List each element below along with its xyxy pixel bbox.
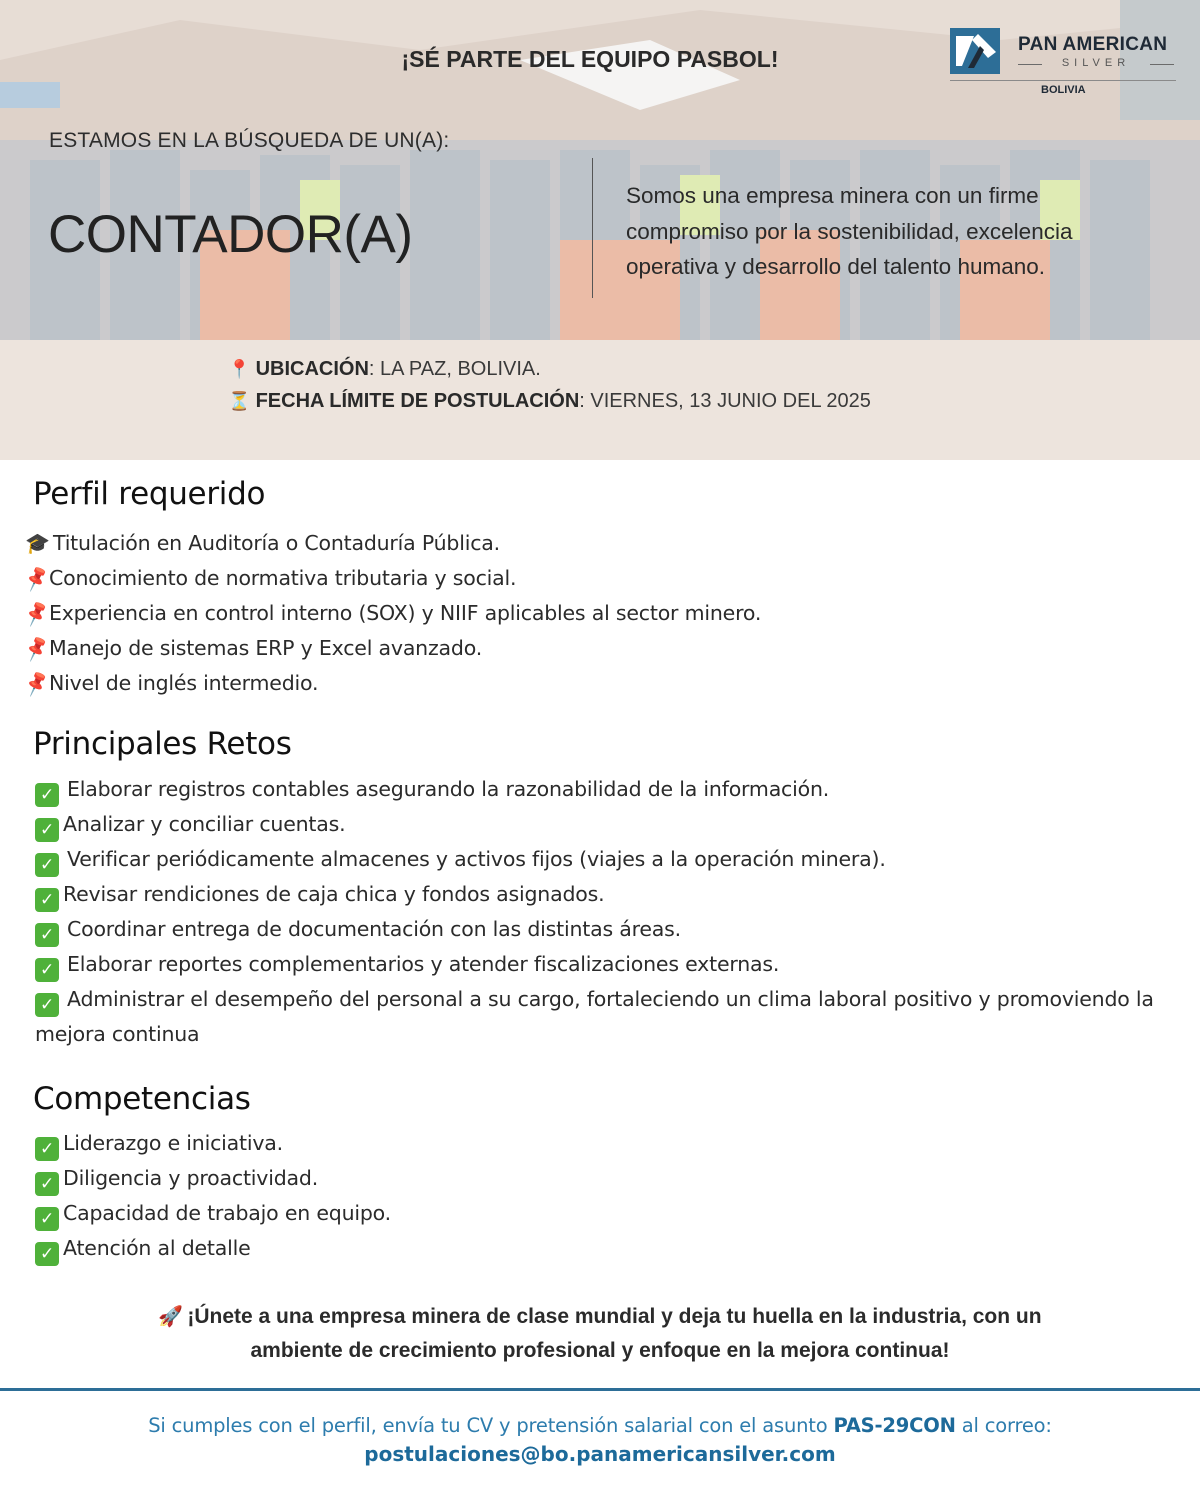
rocket-icon: 🚀	[158, 1306, 184, 1328]
check-icon: ✓	[35, 853, 59, 877]
list-item-text: Elaborar registros contables asegurando la razonabilidad de la información.	[67, 777, 830, 801]
list-item-text: Liderazgo e iniciativa.	[63, 1131, 283, 1155]
list-item-text: Conocimiento de normativa tributaria y social.	[49, 566, 517, 590]
list-item-text: Capacidad de trabajo en equipo.	[63, 1201, 391, 1225]
list-item	[35, 877, 1185, 912]
apply-email-link[interactable]: postulaciones@bo.panamericansilver.com	[364, 1442, 836, 1466]
list-item	[35, 1161, 1185, 1196]
list-item-text: Verificar periódicamente almacenes y activos fijos (viajes a la operación minera).	[67, 847, 886, 871]
check-icon: ✓	[35, 1242, 59, 1266]
check-icon: ✓	[35, 1172, 59, 1196]
list-item	[35, 1126, 1185, 1161]
list-item	[21, 666, 1175, 702]
list-item-text: Atención al detalle	[63, 1236, 251, 1260]
list-item	[21, 631, 1175, 667]
graduation-cap-icon: 🎓	[25, 531, 50, 555]
location-line	[228, 358, 541, 381]
location-label: UBICACIÓN	[255, 358, 369, 380]
search-label: ESTAMOS EN LA BÚSQUEDA DE UN(A):	[49, 129, 450, 152]
list-item-text: Nivel de inglés intermedio.	[49, 671, 319, 695]
company-logo	[950, 28, 1180, 100]
company-description: Somos una empresa minera con un firme compromiso por la sostenibilidad, excelencia operativa y desarrollo del talento humano.	[626, 183, 1073, 279]
list-item-text: Elaborar reportes complementarios y atender fiscalizaciones externas.	[67, 952, 780, 976]
list-item	[35, 1196, 1185, 1231]
deadline-line	[228, 390, 871, 413]
list-item	[35, 772, 1185, 807]
recruitment-tagline: ¡SÉ PARTE DEL EQUIPO PASBOL!	[401, 46, 779, 72]
apply-text-before: Si cumples con el perfil, envía tu CV y pretensión salarial con el asunto	[148, 1414, 834, 1437]
pushpin-icon: 📌	[21, 599, 52, 629]
list-item-text: Diligencia y proactividad.	[63, 1166, 319, 1190]
hourglass-icon: ⏳	[228, 391, 251, 411]
apply-text-after: al correo:	[955, 1414, 1052, 1437]
check-icon: ✓	[35, 958, 59, 982]
list-item	[21, 596, 1175, 632]
job-title: CONTADOR(A)	[48, 205, 413, 264]
cta-line-2: ambiente de crecimiento profesional y enfoque en la mejora continua!	[250, 1339, 950, 1362]
logo-divider	[950, 80, 1176, 81]
logo-subtitle: SILVER	[1061, 57, 1131, 69]
list-item	[35, 912, 1185, 947]
hero-divider	[592, 158, 593, 298]
footer-divider	[0, 1388, 1200, 1391]
list-item	[25, 526, 1175, 561]
list-item-text: Analizar y conciliar cuentas.	[63, 812, 346, 836]
pin-icon: 📍	[228, 359, 251, 379]
logo-region: BOLIVIA	[1041, 84, 1086, 96]
profile-section-title: Perfil requerido	[33, 476, 266, 512]
logo-dash-right	[1150, 64, 1174, 65]
logo-subtitle-row	[1018, 57, 1174, 71]
list-item	[35, 807, 1185, 842]
check-icon: ✓	[35, 888, 59, 912]
cta-line-1-text: ¡Únete a una empresa minera de clase mundial y deja tu huella en la industria, con un	[187, 1305, 1042, 1328]
location-value: : LA PAZ, BOLIVIA.	[368, 358, 541, 380]
logo-mark-icon	[950, 28, 1000, 74]
hero-banner	[0, 0, 1200, 460]
list-item-text: Coordinar entrega de documentación con las distintas áreas.	[67, 917, 681, 941]
list-item	[35, 1231, 1185, 1266]
check-icon: ✓	[35, 1137, 59, 1161]
check-icon: ✓	[35, 1207, 59, 1231]
competencies-section-title: Competencias	[33, 1081, 251, 1117]
list-item-text: Revisar rendiciones de caja chica y fondos asignados.	[63, 882, 605, 906]
list-item-text: Titulación en Auditoría o Contaduría Pública.	[53, 531, 500, 555]
check-icon: ✓	[35, 818, 59, 842]
pushpin-icon: 📌	[21, 564, 52, 594]
list-item	[35, 982, 1165, 1052]
check-icon: ✓	[35, 993, 59, 1017]
check-icon: ✓	[35, 923, 59, 947]
list-item-text: Experiencia en control interno (SOX) y NIIF aplicables al sector minero.	[49, 601, 762, 625]
logo-name: PAN AMERICAN	[1018, 34, 1168, 55]
list-item-text: Manejo de sistemas ERP y Excel avanzado.	[49, 636, 483, 660]
deadline-value: : VIERNES, 13 JUNIO DEL 2025	[579, 390, 871, 412]
cta-line-1	[60, 1300, 1140, 1334]
apply-subject-code: PAS-29CON	[833, 1414, 956, 1437]
pushpin-icon: 📌	[21, 634, 52, 664]
apply-instructions	[0, 1410, 1200, 1442]
deadline-label: FECHA LÍMITE DE POSTULACIÓN	[255, 390, 580, 412]
call-to-action	[60, 1300, 1140, 1367]
list-item	[21, 561, 1175, 597]
list-item	[35, 842, 1185, 877]
list-item	[35, 947, 1185, 982]
check-icon: ✓	[35, 783, 59, 807]
list-item-text: Administrar el desempeño del personal a su cargo, fortaleciendo un clima laboral positivo y promoviendo la mejora continua	[35, 987, 1154, 1046]
pushpin-icon: 📌	[21, 669, 52, 699]
challenges-section-title: Principales Retos	[33, 726, 292, 762]
